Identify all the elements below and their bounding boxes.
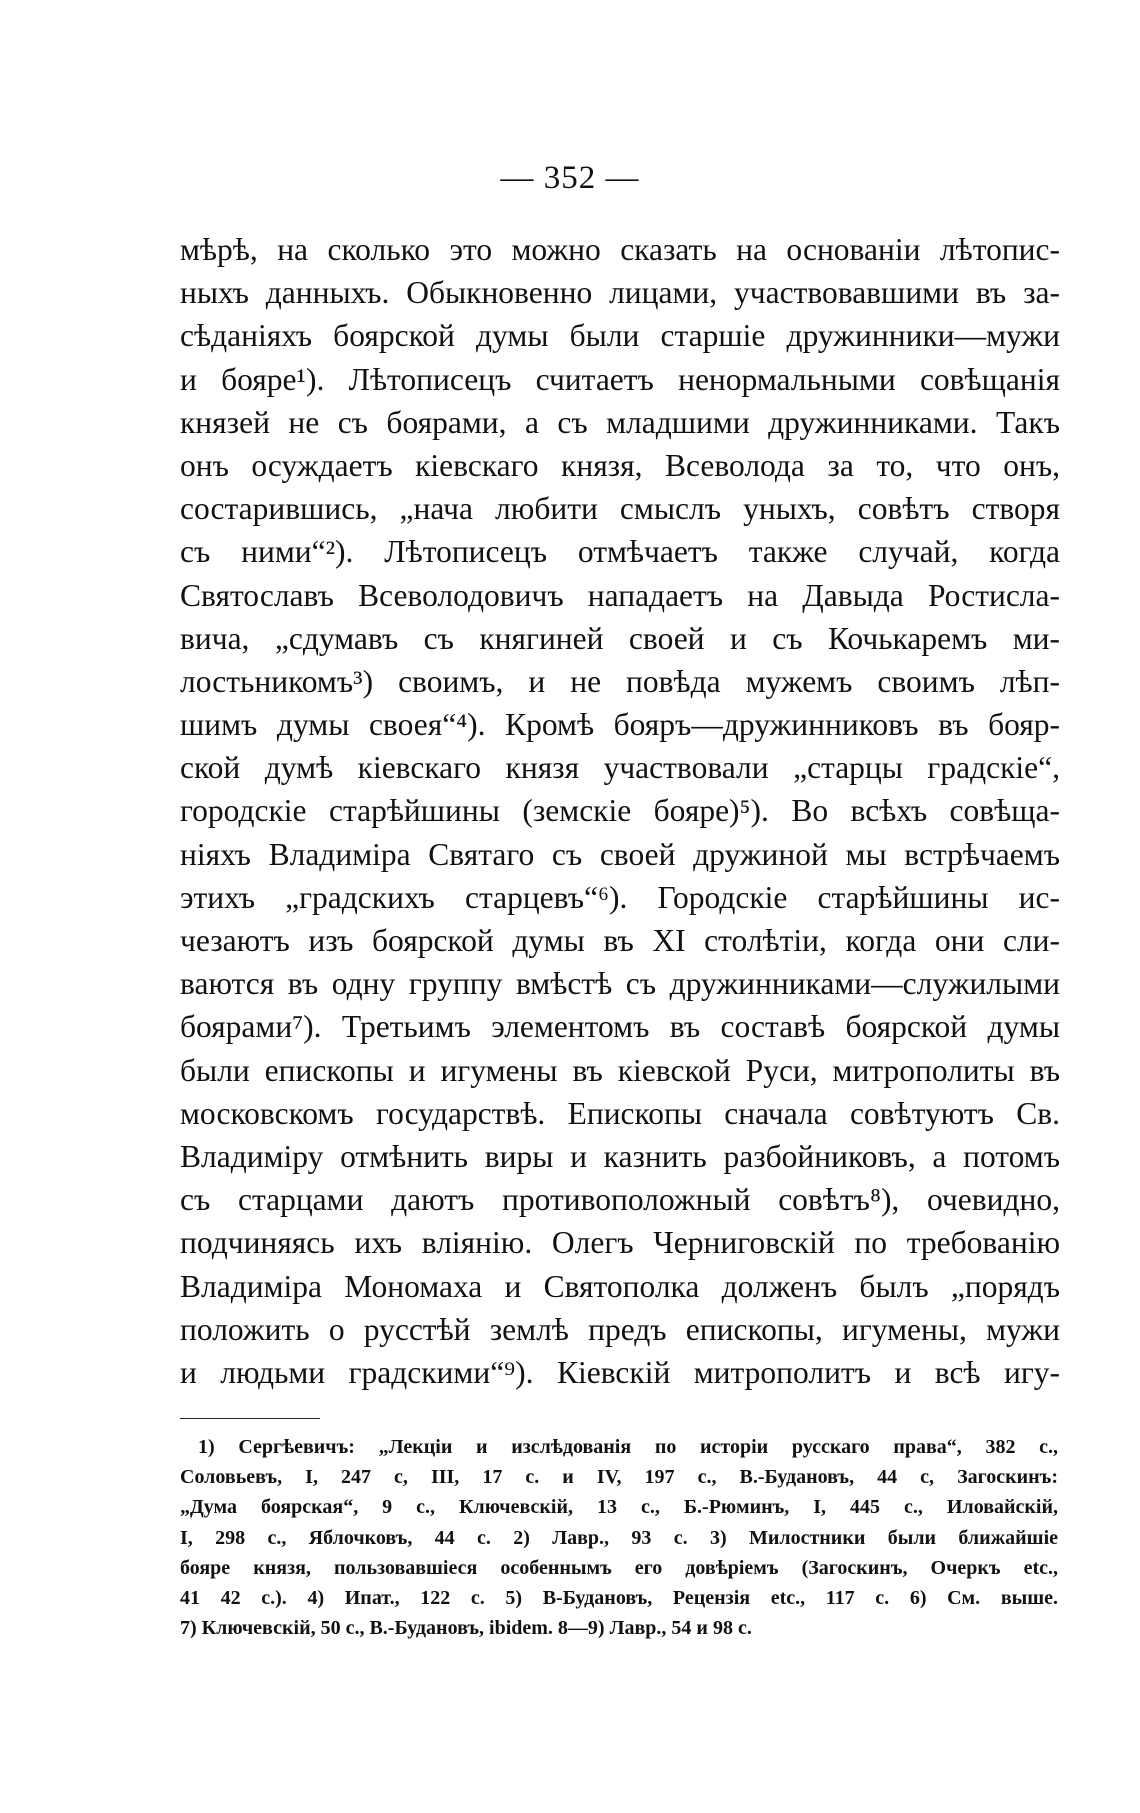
text-line: Владиміру отмѣнить виры и казнить разбойниковъ, а потомъ [180, 1138, 1060, 1174]
footnote-line: Соловьевъ, I, 247 с, III, 17 с. и IV, 197 с., В.-Будановъ, 44 с, Загоскинъ: [180, 1466, 1058, 1489]
text-line: и людьми градскими“⁹). Кіевскій митрополитъ и всѣ игу- [180, 1354, 1060, 1390]
footnote-line: 1) Сергѣевичъ: „Лекціи и изслѣдованія по исторіи русскаго права“, 382 с., [198, 1436, 1058, 1458]
footnotes [180, 1432, 1058, 1643]
footnote-separator [180, 1418, 320, 1419]
footnote-line: 7) Ключевскій, 50 с., В.-Будановъ, ibidem. 8—9) Лавр., 54 и 98 с. [180, 1617, 752, 1640]
text-line: подчиняясь ихъ вліянію. Олегъ Черниговскій по требованію [180, 1225, 1060, 1261]
page-number: — 352 — [500, 160, 640, 196]
footnote-line: 41 42 с.). 4) Ипат., 122 с. 5) В-Будановъ, Рецензія etc., 117 с. 6) См. выше. [180, 1586, 1058, 1609]
text-line: съ старцами даютъ противоположный совѣтъ⁸), очевидно, [180, 1182, 1060, 1218]
text-line: ваются въ одну группу вмѣстѣ съ дружинниками—служилыми [180, 966, 1060, 1002]
text-line: шимъ думы своея“⁴). Кромѣ бояръ—дружинниковъ въ бояр- [180, 707, 1060, 743]
text-line: чезаютъ изъ боярской думы въ XI столѣтіи, когда они сли- [180, 923, 1060, 958]
footnote-line: I, 298 с., Яблочковъ, 44 с. 2) Лавр., 93 с. 3) Милостники были ближайшіе [180, 1526, 1058, 1549]
footnote-line: „Дума боярская“, 9 с., Ключевскій, 13 с., Б.-Рюминъ, I, 445 с., Иловайскій, [180, 1496, 1058, 1519]
text-line: ніяхъ Владиміра Святаго съ своей дружиной мы встрѣчаемъ [180, 836, 1060, 872]
main-text [180, 228, 1060, 1394]
text-line: мѣрѣ, на сколько это можно сказать на основаніи лѣтопис- [180, 232, 1060, 267]
text-line: и бояре¹). Лѣтописецъ считаетъ ненормальными совѣщанія [180, 361, 1060, 397]
text-line: лостьникомъ³) своимъ, и не повѣда мужемъ своимъ лѣп- [180, 663, 1060, 699]
text-line: ской думѣ кіевскаго князя участвовали „старцы градскіе“, [180, 750, 1060, 786]
text-line: Владиміра Мономаха и Святополка долженъ былъ „порядъ [180, 1268, 1060, 1304]
text-line: вича, „сдумавъ съ княгиней своей и съ Кочькаремъ ми- [180, 620, 1060, 656]
text-line: этихъ „градскихъ старцевъ“⁶). Городскіе старѣйшины ис- [180, 879, 1060, 915]
footnote-line: бояре князя, пользовавшіеся особеннымъ его довѣріемъ (Загоскинъ, Очеркъ etc., [180, 1556, 1058, 1579]
text-line: положить о русстѣй землѣ предъ епископы, игумены, мужи [180, 1311, 1060, 1347]
text-line: состарившись, „нача любити смыслъ уныхъ, совѣтъ створя [180, 491, 1060, 527]
text-line: съ ними“²). Лѣтописецъ отмѣчаетъ также случай, когда [180, 534, 1060, 570]
text-line: боярами⁷). Третьимъ элементомъ въ составѣ боярской думы [180, 1009, 1060, 1045]
text-line: ныхъ данныхъ. Обыкновенно лицами, участвовавшими въ за- [180, 275, 1060, 311]
text-line: онъ осуждаетъ кіевскаго князя, Всеволода за то, что онъ, [180, 447, 1060, 483]
text-line: были епископы и игумены въ кіевской Руси, митрополиты въ [180, 1052, 1060, 1088]
text-line: сѣданіяхъ боярской думы были старшіе дружинники—мужи [180, 318, 1060, 354]
text-line: городскіе старѣйшины (земскіе бояре)⁵). Во всѣхъ совѣща- [180, 793, 1060, 829]
text-line: князей не съ боярами, а съ младшими дружинниками. Такъ [180, 404, 1060, 440]
text-line: Святославъ Всеволодовичъ нападаетъ на Давыда Ростисла- [180, 577, 1060, 613]
text-line: московскомъ государствѣ. Епископы сначала совѣтуютъ Св. [180, 1095, 1060, 1131]
